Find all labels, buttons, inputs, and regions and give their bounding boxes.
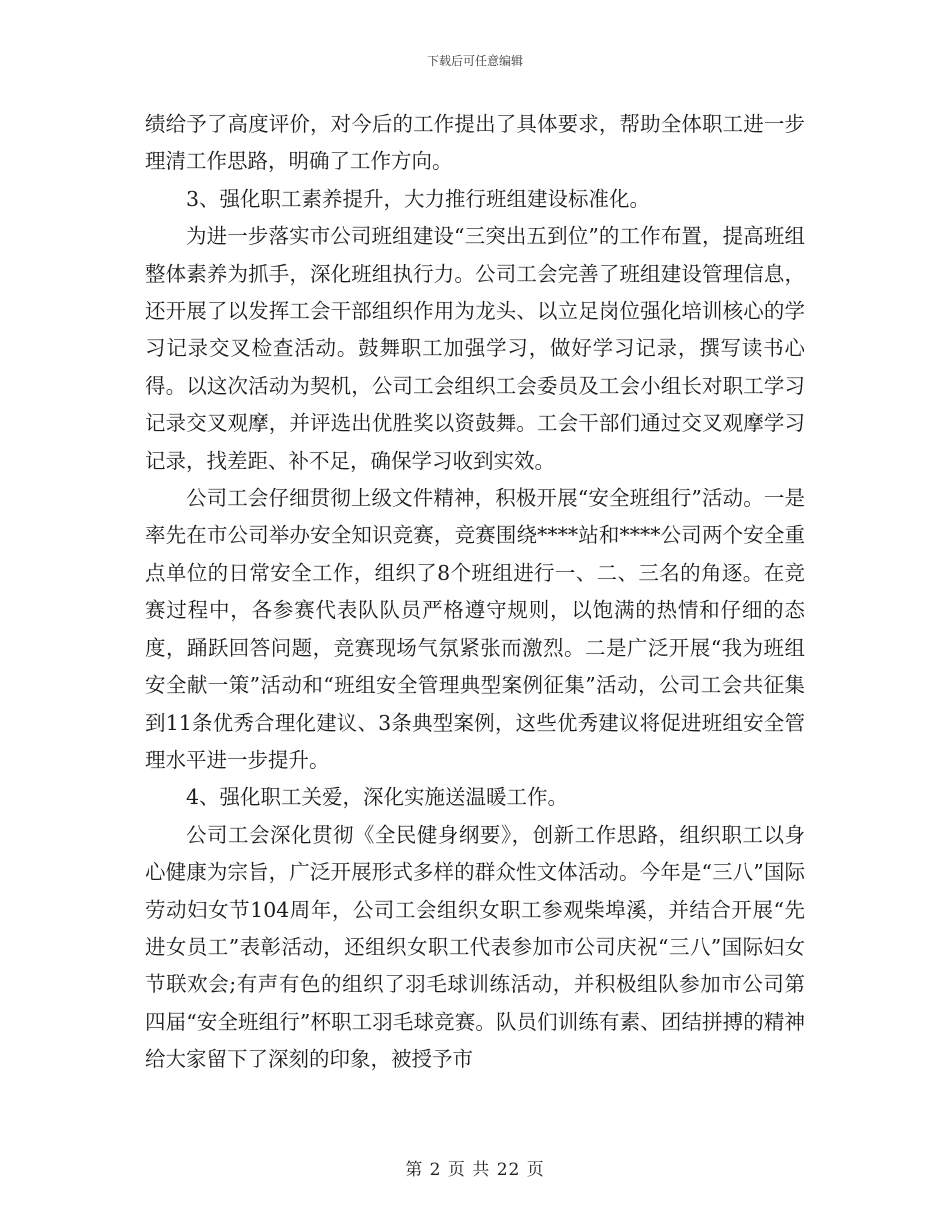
paragraph-1: 绩给予了高度评价，对今后的工作提出了具体要求，帮助全体职工进一步理清工作思路，明确了工作方向。 — [145, 112, 805, 174]
paragraph-6: 公司工会深化贯彻《全民健身纲要》，创新工作思路，组织职工以身心健康为宗旨，广泛开展形式多样的群众性文体活动。今年是“三八”国际劳动妇女节104周年，公司工会组织女职工参观柴埠溪，并结合开展“先进女员工”表彰活动，还组织女职工代表参加市公司庆祝“三八”国际妇女节联欢会;有声有色的组织了羽毛球训练活动，并积极组队参加市公司第四届“安全班组行”杯职工羽毛球竞赛。队员们训练有素、团结拼搏的精神给大家留下了深刻的印象，被授予市 — [145, 822, 805, 1072]
paragraph-4: 公司工会仔细贯彻上级文件精神，积极开展“安全班组行”活动。一是率先在市公司举办安全知识竞赛，竞赛围绕****站和****公司两个安全重点单位的日常安全工作，组织了8个班组进行一、二、三名的角逐。在竞赛过程中，各参赛代表队队员严格遵守规则，以饱满的热情和仔细的态度，踊跃回答问题，竞赛现场气氛紧张而激烈。二是广泛开展“我为班组安全献一策”活动和“班组安全管理典型案例征集”活动，公司工会共征集到11条优秀合理化建议、3条典型案例，这些优秀建议将促进班组安全管理水平进一步提升。 — [145, 486, 805, 772]
paragraph-5-heading: 4、强化职工关爱，深化实施送温暖工作。 — [186, 785, 569, 810]
paragraph-3: 为进一步落实市公司班组建设“三突出五到位”的工作布置，提高班组整体素养为抓手，深化班组执行力。公司工会完善了班组建设管理信息，还开展了以发挥工会干部组织作用为龙头、以立足岗位强化培训核心的学习记录交叉检查活动。鼓舞职工加强学习，做好学习记录，撰写读书心得。以这次活动为契机，公司工会组织工会委员及工会小组长对职工学习记录交叉观摩，并评选出优胜奖以资鼓舞。工会干部们通过交叉观摩学习记录，找差距、补不足，确保学习收到实效。 — [145, 224, 805, 473]
paragraph-2-heading: 3、强化职工素养提升，大力推行班组建设标准化。 — [186, 186, 651, 211]
document-body — [145, 106, 805, 1079]
page-number-footer: 第 2 页 共 22 页 — [405, 1160, 545, 1180]
header-note: 下载后可任意编辑 — [426, 54, 523, 68]
